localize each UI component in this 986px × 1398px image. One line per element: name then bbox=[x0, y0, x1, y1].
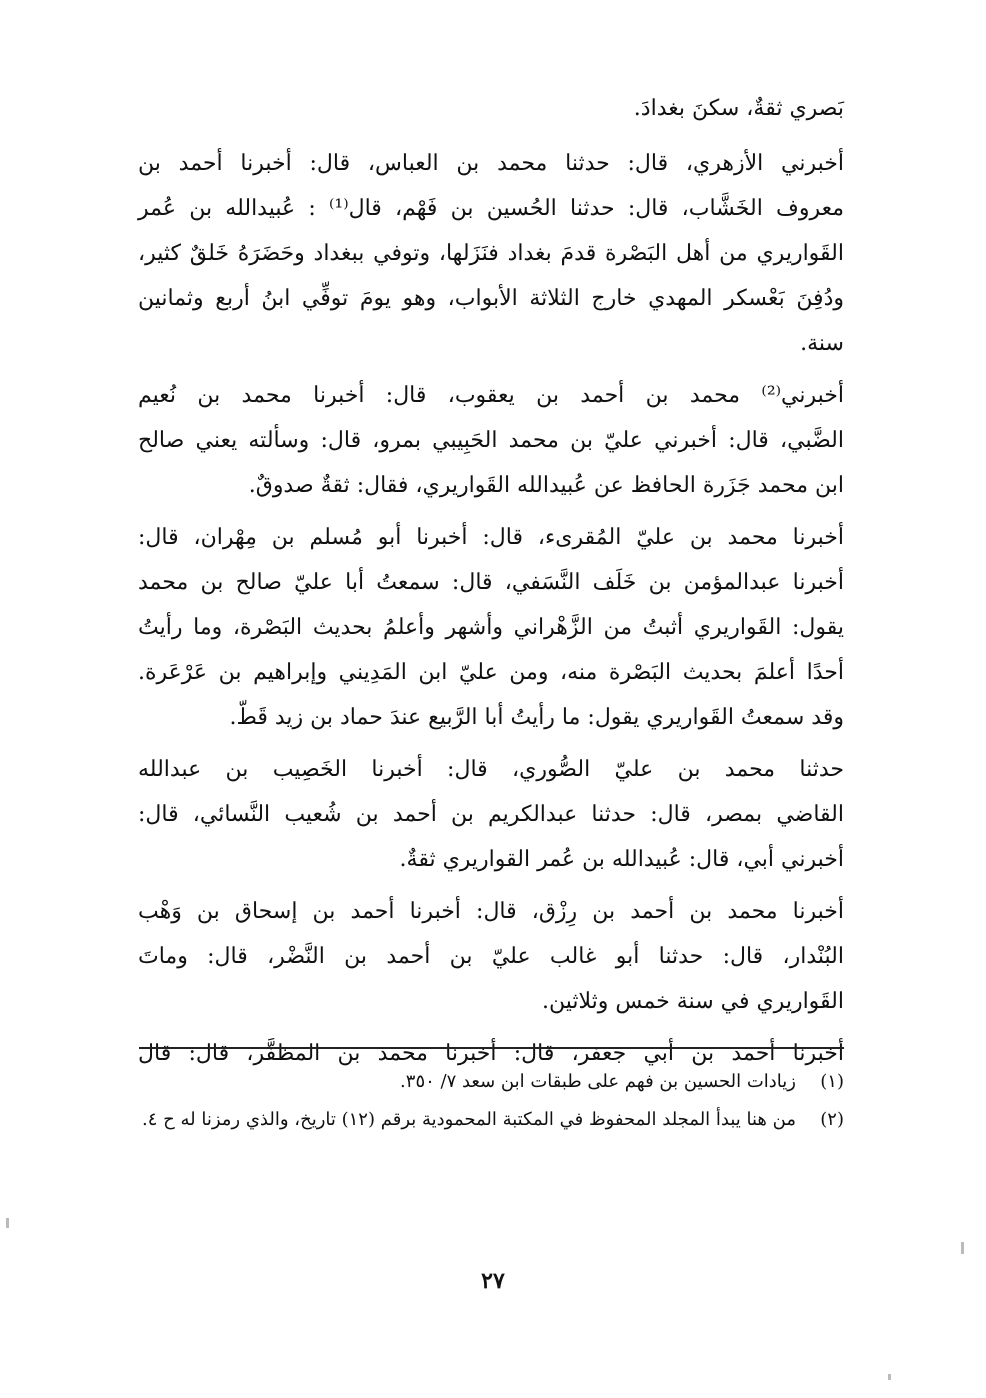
text-line: القَواريري في سنة خمس وثلاثين. bbox=[542, 989, 844, 1014]
scan-speck bbox=[961, 1242, 964, 1254]
footnote bbox=[138, 1102, 844, 1138]
text-line: الضَّبي، قال: أخبرني عليّ بن محمد الحَبِيبي بمرو، قال: وسألته يعني صالح bbox=[138, 428, 844, 453]
scan-speck bbox=[6, 1218, 9, 1228]
text-line: أخبرني أبي، قال: عُبيدالله بن عُمر القواريري ثقةٌ. bbox=[399, 847, 844, 872]
footnote-number: (١) bbox=[820, 1071, 844, 1092]
text-line: القاضي بمصر، قال: حدثنا عبدالكريم بن أحمد بن شُعيب النَّسائي، قال: bbox=[138, 802, 844, 827]
scan-speck bbox=[888, 1374, 891, 1380]
footnote bbox=[138, 1064, 844, 1100]
text-line: سنة. bbox=[800, 331, 844, 356]
footnote-number: (٢) bbox=[820, 1109, 844, 1130]
paragraph bbox=[138, 86, 844, 131]
text-line: حدثنا محمد بن عليّ الصُّوري، قال: أخبرنا الخَصِيب بن عبدالله bbox=[138, 757, 844, 782]
text-line: ودُفِنَ بَعْسكر المهدي خارج الثلاثة الأبواب، وهو يومَ توفِّي ابنُ أربع وثمانين bbox=[138, 286, 844, 311]
text-line: البُنْدار، قال: حدثنا أبو غالب عليّ بن أحمد بن النَّضْر، قال: وماتَ bbox=[138, 944, 844, 969]
paragraph bbox=[138, 889, 844, 1024]
text-line: بَصري ثقةٌ، سكنَ بغدادَ. bbox=[633, 96, 844, 121]
text-line: أخبرني⁽²⁾ محمد بن أحمد بن يعقوب، قال: أخبرنا محمد بن نُعيم bbox=[138, 383, 844, 408]
paragraph bbox=[138, 515, 844, 740]
text-line: أخبرنا محمد بن أحمد بن رِزْق، قال: أخبرنا أحمد بن إسحاق بن وَهْب bbox=[138, 899, 844, 924]
page-number: ٢٧ bbox=[481, 1268, 505, 1294]
text-line: معروف الخَشَّاب، قال: حدثنا الحُسين بن فَهْم، قال⁽¹⁾ : عُبيدالله بن عُمر bbox=[138, 196, 844, 221]
paragraph bbox=[138, 747, 844, 882]
text-line: أخبرني الأزهري، قال: حدثنا محمد بن العباس، قال: أخبرنا أحمد بن bbox=[138, 151, 844, 176]
paragraph bbox=[138, 373, 844, 508]
text-line: يقول: القَواريري أثبتُ من الزَّهْراني وأشهر وأعلمُ بحديث البَصْرة، وما رأيتُ bbox=[138, 615, 844, 640]
text-line: ابن محمد جَزَرة الحافظ عن عُبيدالله القَواريري، فقال: ثقةٌ صدوقٌ. bbox=[248, 473, 844, 498]
footnote-separator bbox=[139, 1047, 844, 1049]
text-line: أخبرنا محمد بن عليّ المُقرىء، قال: أخبرنا أبو مُسلم بن مِهْران، قال: bbox=[138, 525, 844, 550]
footnotes bbox=[138, 1064, 844, 1140]
text-line: أحدًا أعلمَ بحديث البَصْرة منه، ومن عليّ ابن المَدِيني وإبراهيم بن عَرْعَرة. bbox=[138, 660, 844, 685]
text-line: وقد سمعتُ القَواريري يقول: ما رأيتُ أبا الرَّبيع عندَ حماد بن زيد قَطّ. bbox=[229, 705, 844, 730]
text-line: القَواريري من أهل البَصْرة قدمَ بغداد فنَزَلها، وتوفي ببغداد وحَضَرَهُ خَلقٌ كثير، bbox=[138, 241, 844, 266]
paragraph bbox=[138, 141, 844, 366]
footnote-text: زيادات الحسين بن فهم على طبقات ابن سعد ٧/ ٣٥٠. bbox=[400, 1071, 796, 1092]
footnote-text: من هنا يبدأ المجلد المحفوظ في المكتبة المحمودية برقم (١٢) تاريخ، والذي رمزنا له ح ٤. bbox=[142, 1109, 796, 1130]
text-line: أخبرنا أحمد بن أبي جعفر، قال: أخبرنا محمد بن المظفَّر، قال: قال bbox=[138, 1041, 844, 1066]
main-text bbox=[138, 86, 844, 1083]
text-line: أخبرنا عبدالمؤمن بن خَلَف النَّسَفي، قال: سمعتُ أبا عليّ صالح بن محمد bbox=[138, 570, 844, 595]
